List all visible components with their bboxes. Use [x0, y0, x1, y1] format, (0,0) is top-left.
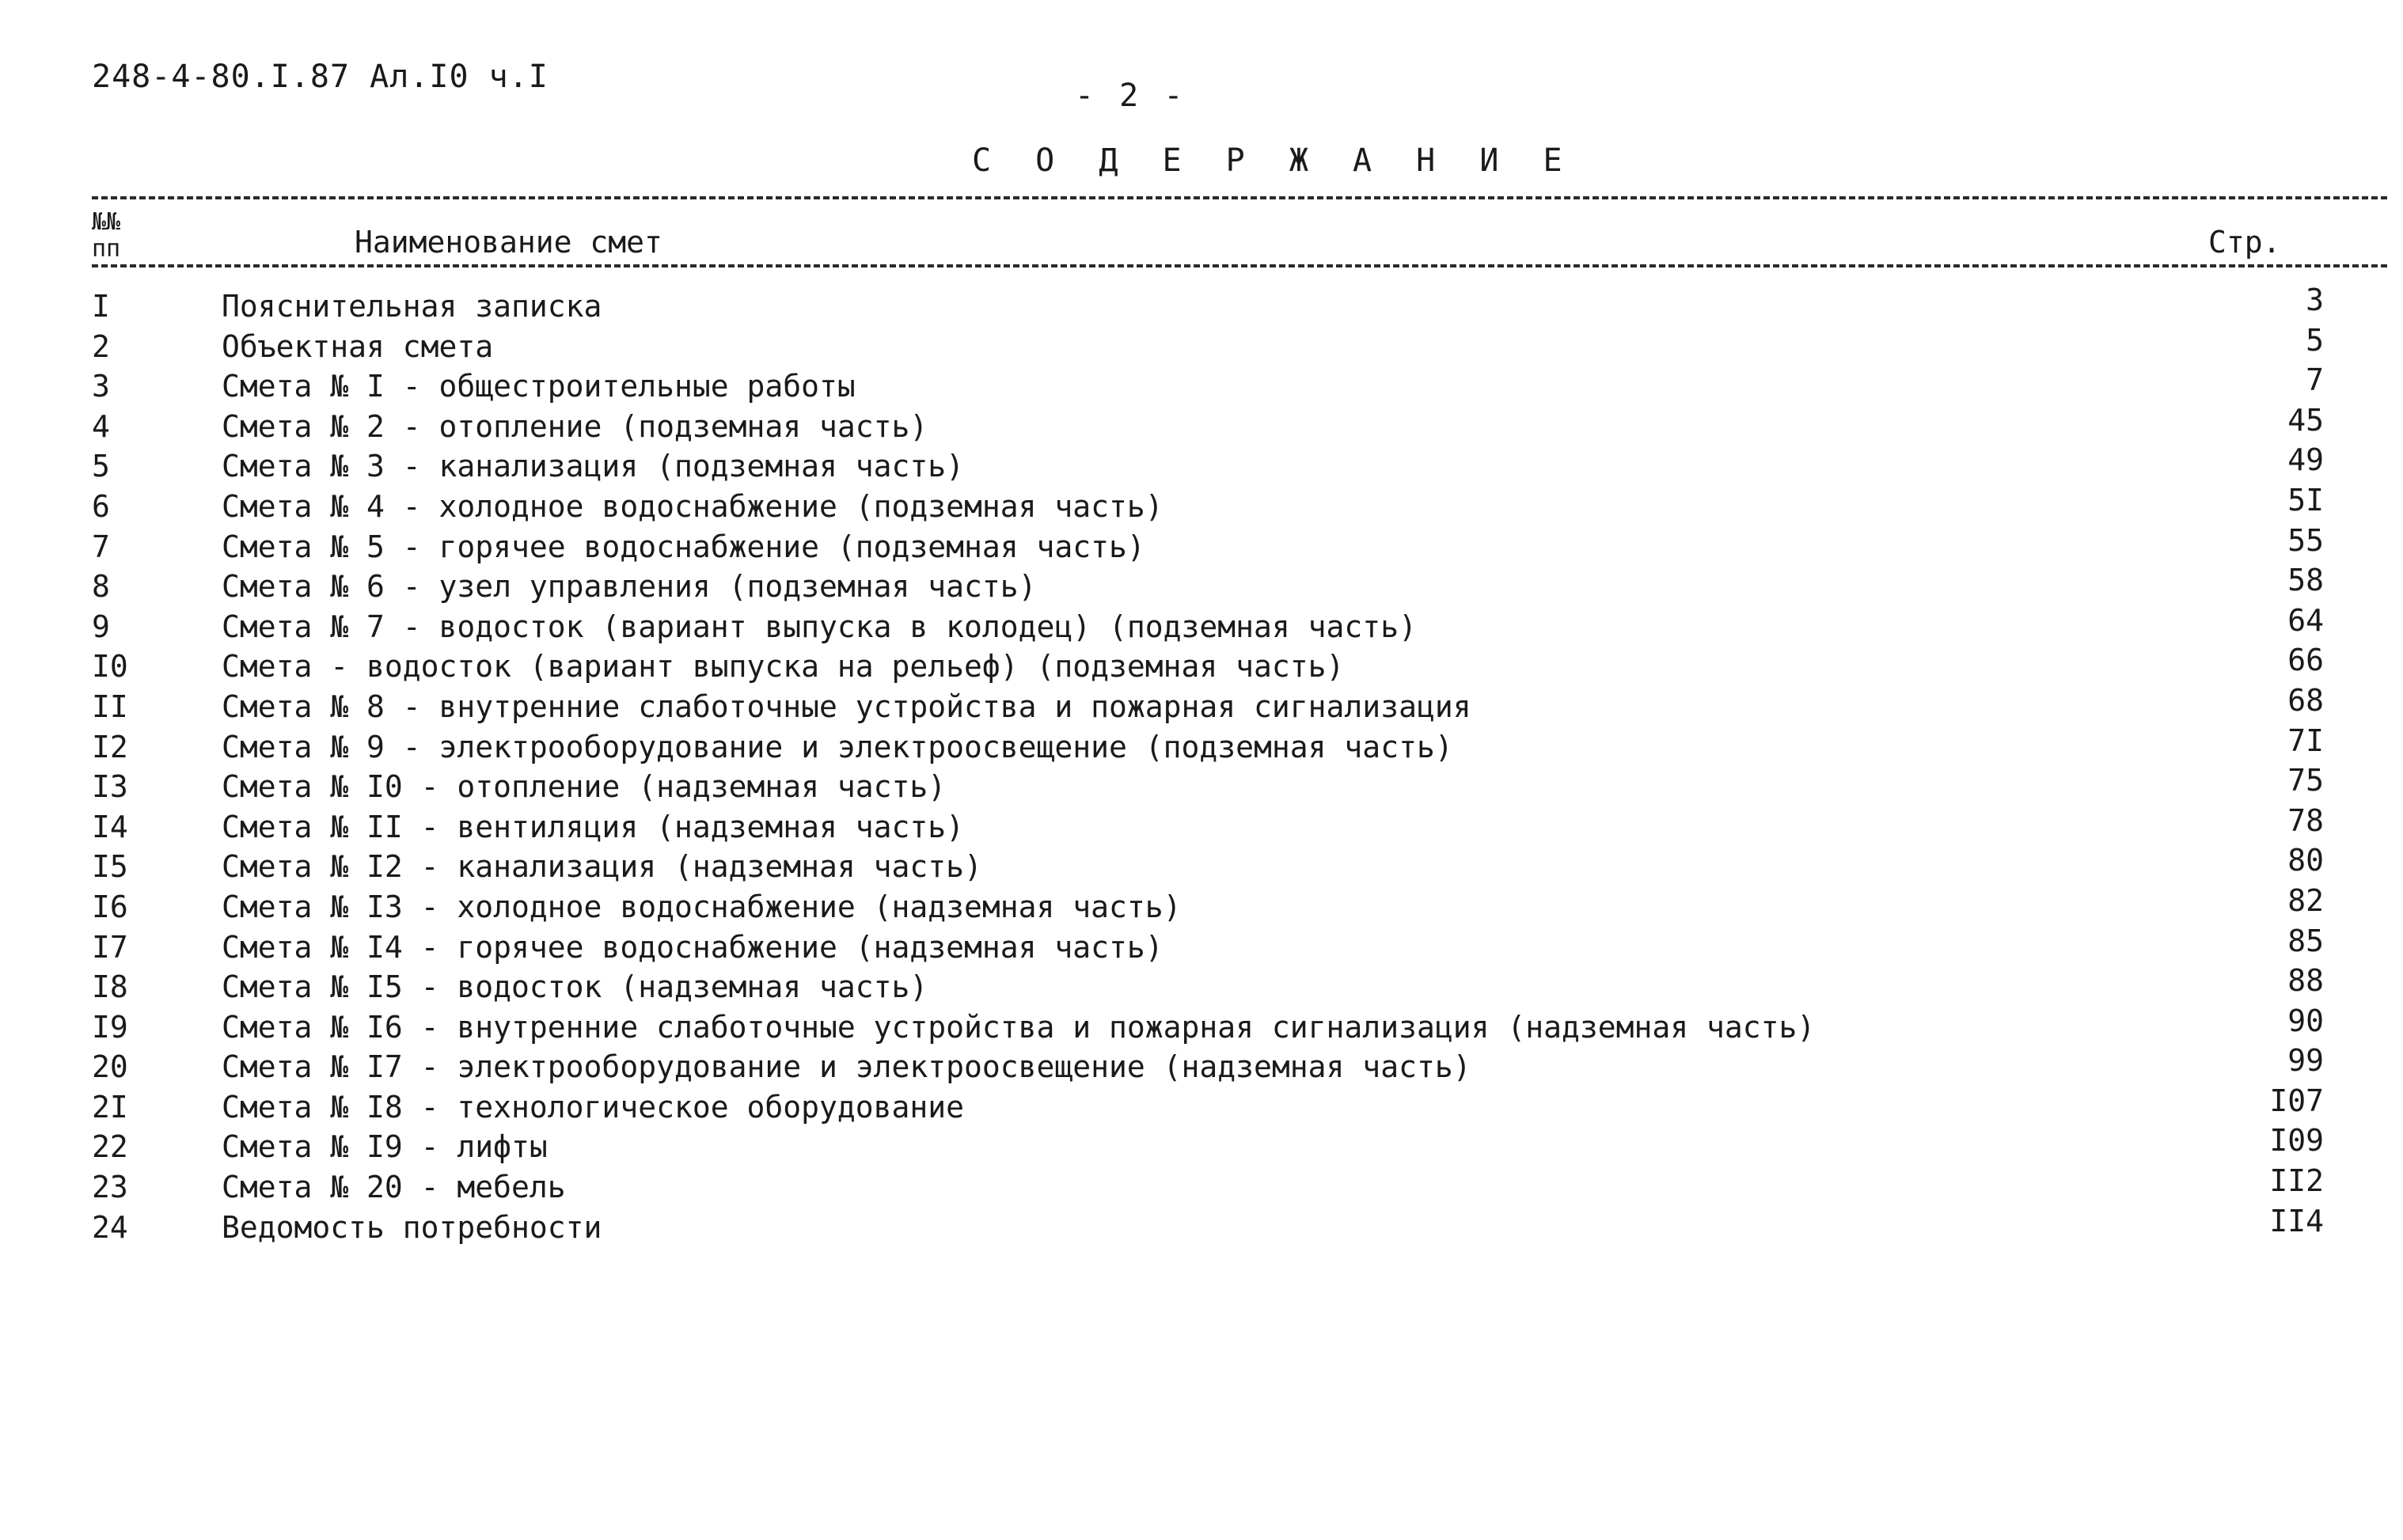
row-title: Смета - водосток (вариант выпуска на рельеф) (подземная часть)	[222, 649, 1345, 685]
row-number: 7	[92, 529, 110, 564]
row-title: Смета № 2 - отопление (подземная часть)	[222, 408, 928, 444]
row-number: I4	[92, 809, 128, 844]
row-number: 9	[92, 609, 110, 644]
row-title: Смета № I7 - электрооборудование и электроосвещение (надземная часть)	[222, 1049, 1471, 1085]
column-header-name: Наименование смет	[355, 225, 662, 260]
row-number: 2	[92, 328, 110, 364]
row-number: 20	[92, 1049, 128, 1085]
row-title: Объектная смета	[222, 328, 494, 364]
row-number: 22	[92, 1129, 128, 1165]
row-page-number: I09	[2269, 1123, 2324, 1159]
row-number: I2	[92, 729, 128, 764]
row-title: Смета № 9 - электрооборудование и электроосвещение (подземная часть)	[222, 729, 1453, 764]
row-page-number: 75	[2287, 763, 2324, 798]
row-title: Смета № 5 - горячее водоснабжение (подземная часть)	[222, 529, 1145, 564]
document-code: 248-4-80.I.87 Ал.I0 ч.I	[92, 59, 549, 95]
table-row	[92, 643, 2356, 687]
table-row	[92, 482, 2356, 527]
row-page-number: 68	[2287, 682, 2324, 718]
row-title: Смета № 4 - холодное водоснабжение (подземная часть)	[222, 488, 1164, 524]
table-row	[92, 723, 2356, 768]
column-header-page: Стр.	[2208, 225, 2281, 260]
table-row	[92, 522, 2356, 567]
row-title: Смета № I0 - отопление (надземная часть)	[222, 769, 947, 805]
table-row	[92, 602, 2356, 647]
row-number: 4	[92, 408, 110, 444]
table-row	[92, 563, 2356, 607]
row-page-number: 7I	[2287, 723, 2324, 758]
table-row	[92, 682, 2356, 727]
table-row	[92, 843, 2356, 887]
row-number: 24	[92, 1209, 128, 1245]
row-title: Смета № I - общестроительные работы	[222, 369, 856, 404]
column-header-number: №№ пп	[92, 208, 121, 263]
row-page-number: I07	[2269, 1083, 2324, 1118]
row-page-number: 58	[2287, 563, 2324, 598]
row-page-number: 5I	[2287, 482, 2324, 518]
row-title: Смета № II - вентиляция (надземная часть)	[222, 809, 964, 844]
table-row	[92, 1203, 2356, 1248]
table-row	[92, 1043, 2356, 1087]
table-row	[92, 1123, 2356, 1167]
row-number: I8	[92, 969, 128, 1005]
row-title: Смета № I5 - водосток (надземная часть)	[222, 969, 928, 1005]
table-row	[92, 763, 2356, 807]
row-number: I5	[92, 849, 128, 885]
row-page-number: 99	[2287, 1043, 2324, 1079]
table-row	[92, 1003, 2356, 1048]
table-row	[92, 882, 2356, 927]
row-page-number: 7	[2306, 362, 2324, 398]
row-page-number: 49	[2287, 442, 2324, 478]
row-page-number: 66	[2287, 643, 2324, 678]
row-page-number: 45	[2287, 402, 2324, 438]
row-number: 6	[92, 488, 110, 524]
row-number: 5	[92, 449, 110, 484]
table-row	[92, 963, 2356, 1007]
row-title: Смета № I8 - технологическое оборудование	[222, 1089, 964, 1125]
row-title: Смета № 3 - канализация (подземная часть)	[222, 449, 964, 484]
table-header-bottom-rule	[92, 264, 2387, 267]
row-title: Смета № I9 - лифты	[222, 1129, 548, 1165]
row-title: Смета № I3 - холодное водоснабжение (надземная часть)	[222, 889, 1182, 924]
row-page-number: 85	[2287, 923, 2324, 958]
row-page-number: 88	[2287, 963, 2324, 999]
contents-list	[92, 283, 2356, 1247]
row-page-number: 64	[2287, 602, 2324, 638]
table-row	[92, 362, 2356, 407]
row-number: 3	[92, 369, 110, 404]
row-title: Смета № 8 - внутренние слаботочные устройства и пожарная сигнализация	[222, 688, 1471, 724]
row-title: Смета № I2 - канализация (надземная часть)	[222, 849, 982, 885]
row-number: I6	[92, 889, 128, 924]
row-page-number: 55	[2287, 522, 2324, 558]
row-page-number: 3	[2306, 283, 2324, 317]
row-title: Смета № I6 - внутренние слаботочные устройства и пожарная сигнализация (надземная часть)	[222, 1009, 1816, 1045]
row-number: II	[92, 688, 128, 724]
table-row	[92, 322, 2356, 367]
row-page-number: 82	[2287, 882, 2324, 918]
table-header-top-rule	[92, 196, 2387, 199]
page-title: С О Д Е Р Ж А Н И Е	[972, 142, 1575, 179]
table-row	[92, 402, 2356, 447]
row-number: 2I	[92, 1089, 128, 1125]
row-number: 8	[92, 569, 110, 605]
table-row	[92, 802, 2356, 848]
row-title: Смета № 7 - водосток (вариант выпуска в колодец) (подземная часть)	[222, 609, 1417, 644]
row-page-number: 80	[2287, 843, 2324, 878]
row-number: I3	[92, 769, 128, 805]
row-page-number: 78	[2287, 802, 2324, 838]
table-row	[92, 442, 2356, 487]
table-row	[92, 923, 2356, 968]
table-row	[92, 283, 2356, 327]
table-row	[92, 1083, 2356, 1128]
row-number: I0	[92, 649, 128, 685]
row-title: Смета № I4 - горячее водоснабжение (надземная часть)	[222, 929, 1164, 965]
row-title: Ведомость потребности	[222, 1209, 602, 1245]
row-page-number: 90	[2287, 1003, 2324, 1038]
row-page-number: II4	[2269, 1203, 2324, 1238]
row-title: Смета № 20 - мебель	[222, 1170, 566, 1205]
row-title: Смета № 6 - узел управления (подземная часть)	[222, 569, 1037, 605]
row-number: I7	[92, 929, 128, 965]
page-number: - 2 -	[1075, 78, 1186, 114]
row-number: I9	[92, 1009, 128, 1045]
row-number: I	[92, 289, 110, 324]
row-page-number: II2	[2269, 1163, 2324, 1199]
row-title: Пояснительная записка	[222, 289, 602, 324]
row-page-number: 5	[2306, 322, 2324, 358]
table-row	[92, 1163, 2356, 1208]
row-number: 23	[92, 1170, 128, 1205]
